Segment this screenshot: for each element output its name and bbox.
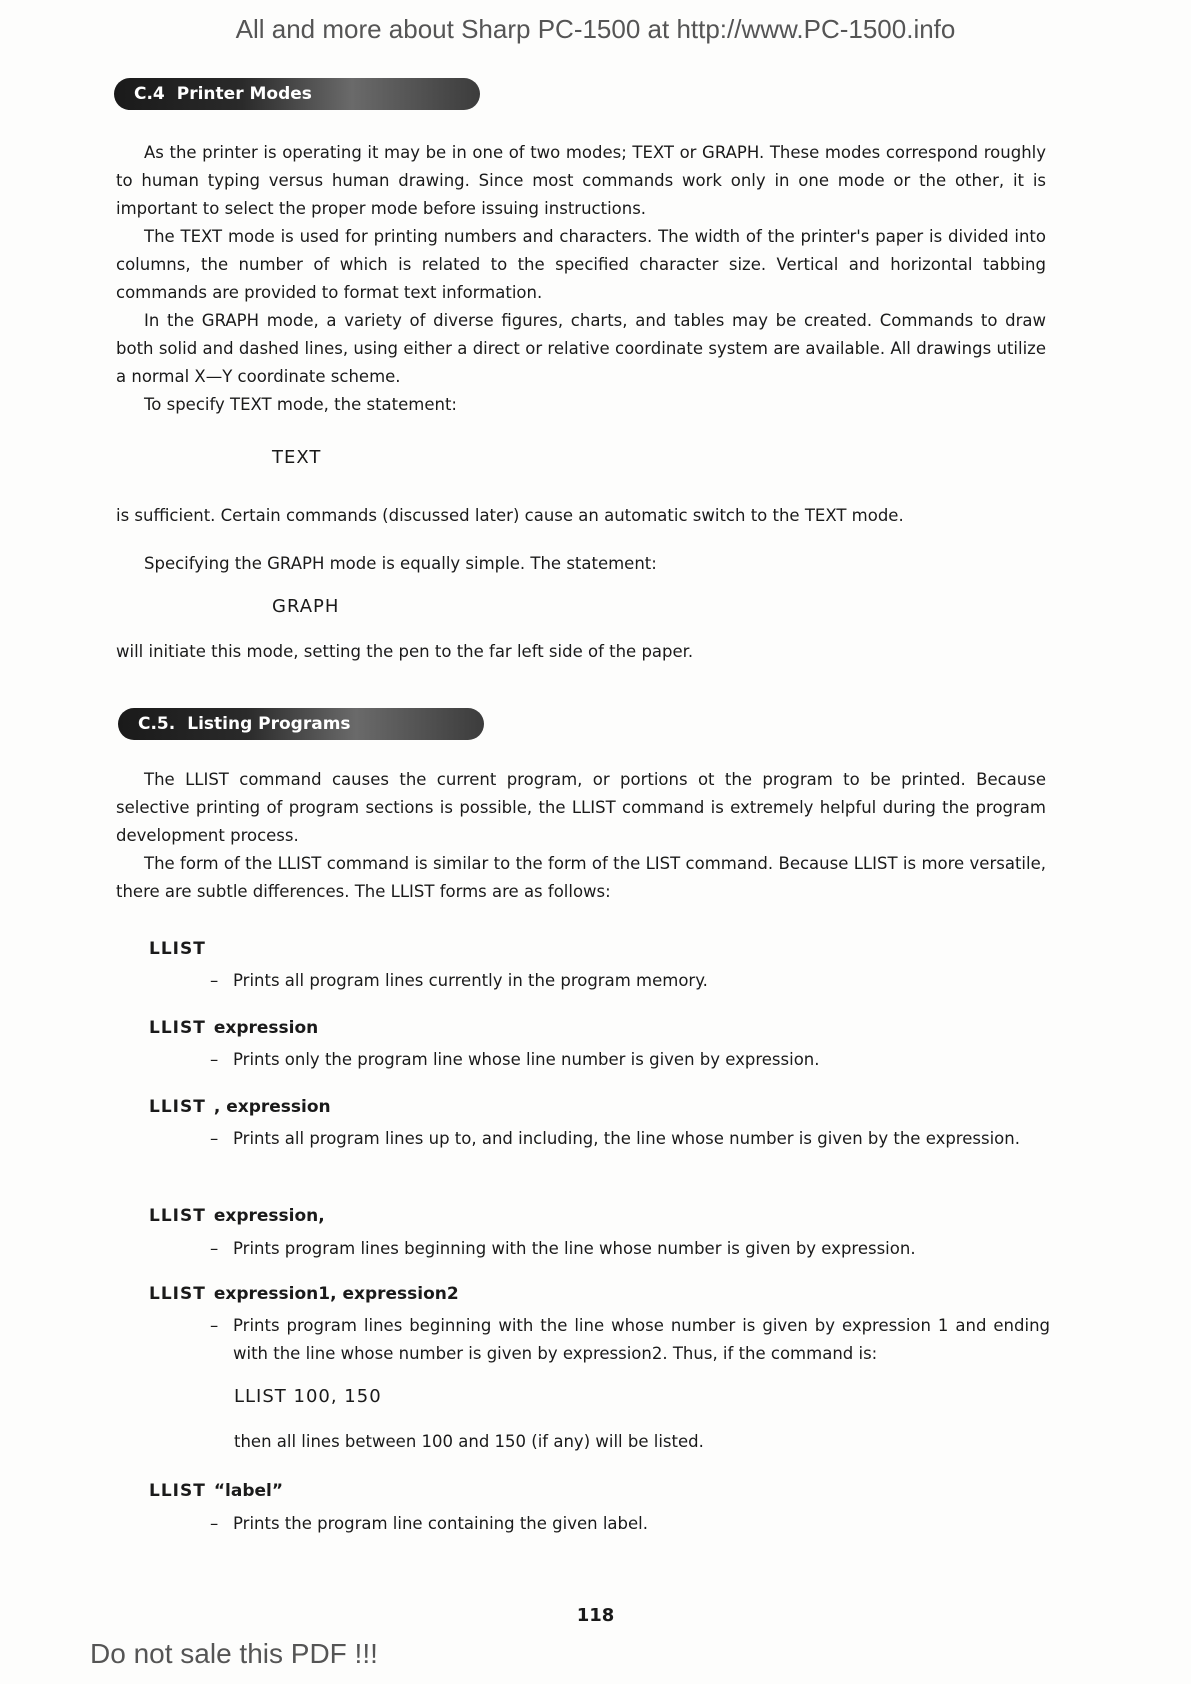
keyword: LLIST [149, 939, 206, 959]
header-watermark: All and more about Sharp PC-1500 at http://www.PC-1500.info [235, 14, 956, 44]
keyword: LLIST [149, 1284, 206, 1304]
argument: expression, [213, 1206, 325, 1226]
llist-form-heading [149, 939, 214, 959]
description-text: Prints the program line containing the given label. [233, 1514, 648, 1533]
page-number: 118 [576, 1605, 615, 1626]
llist-form-heading [149, 1097, 331, 1117]
llist-form-heading [149, 1206, 325, 1226]
description-text: Prints all program lines currently in the program memory. [233, 971, 708, 990]
keyword: LLIST [149, 1481, 206, 1501]
paragraph: The LLIST command causes the current program, or portions ot the program to be printed. Because selective printing of program sections is possible, the LLIST command is extremely helpful during the program development process. [116, 770, 1046, 845]
keyword: LLIST [149, 1097, 206, 1117]
description-text: Prints program lines beginning with the line whose number is given by expression 1 and ending with the line whose number is given by expression2. Thus, if the command is: [233, 1316, 1050, 1363]
c5-intro-paragraphs [116, 766, 1046, 906]
llist-form-heading [149, 1018, 318, 1038]
llist-form-description [210, 1046, 1050, 1074]
code-example: LLIST 100, 150 [234, 1386, 382, 1407]
llist-form-heading [149, 1284, 459, 1304]
keyword: LLIST [149, 1206, 206, 1226]
dash: – [210, 1050, 219, 1069]
description-text: Prints all program lines up to, and including, the line whose number is given by the expression. [233, 1129, 1020, 1148]
paragraph: To specify TEXT mode, the statement: [144, 395, 457, 414]
dash: – [210, 1129, 219, 1148]
c4-intro-paragraphs [116, 139, 1046, 419]
paragraph: is sufficient. Certain commands (discussed later) cause an automatic switch to the TEXT mode. [116, 506, 904, 525]
keyword: LLIST [149, 1018, 206, 1038]
llist-form-description [210, 1235, 1050, 1263]
paragraph: In the GRAPH mode, a variety of diverse figures, charts, and tables may be created. Commands to draw both solid and dashed lines, using either a direct or relative coordinate system are available. All drawings utilize a normal X—Y coordinate scheme. [116, 311, 1046, 386]
paragraph: The TEXT mode is used for printing numbers and characters. The width of the printer's paper is divided into columns, the number of which is related to the specified character size. Vertical and horizontal tabbing commands are provided to format text information. [116, 227, 1046, 302]
dash: – [210, 1239, 219, 1258]
description-text: Prints program lines beginning with the line whose number is given by expression. [233, 1239, 916, 1258]
argument: , expression [213, 1097, 331, 1117]
section-number: C.5. [138, 714, 176, 734]
llist-form-heading [149, 1481, 283, 1501]
paragraph: Specifying the GRAPH mode is equally simple. The statement: [144, 554, 657, 573]
section-number: C.4 [134, 84, 165, 104]
llist-form-description [210, 967, 1050, 995]
argument: expression [213, 1018, 319, 1038]
argument: expression1, expression2 [213, 1284, 459, 1304]
paragraph: The form of the LLIST command is similar to the form of the LIST command. Because LLIST is more versatile, there are subtle differences. The LLIST forms are as follows: [116, 854, 1046, 901]
section-title: Printer Modes [176, 84, 312, 104]
llist-form-description [210, 1510, 1050, 1538]
argument: “label” [213, 1481, 284, 1501]
code-graph: GRAPH [272, 596, 340, 617]
dash: – [210, 1316, 219, 1335]
section-title: Listing Programs [187, 714, 351, 734]
section-heading-c5 [118, 708, 484, 740]
paragraph: will initiate this mode, setting the pen to the far left side of the paper. [116, 642, 694, 661]
example-note: then all lines between 100 and 150 (if any) will be listed. [234, 1432, 704, 1451]
dash: – [210, 971, 219, 990]
llist-form-description [210, 1312, 1050, 1368]
footer-watermark: Do not sale this PDF !!! [90, 1638, 378, 1669]
description-text: Prints only the program line whose line number is given by expression. [233, 1050, 820, 1069]
dash: – [210, 1514, 219, 1533]
paragraph: As the printer is operating it may be in one of two modes; TEXT or GRAPH. These modes correspond roughly to human typing versus human drawing. Since most commands work only in one mode or the other, it is important to select the proper mode before issuing instructions. [116, 143, 1046, 218]
llist-form-description [210, 1125, 1050, 1153]
section-heading-c4 [114, 78, 480, 110]
code-text: TEXT [272, 447, 322, 468]
